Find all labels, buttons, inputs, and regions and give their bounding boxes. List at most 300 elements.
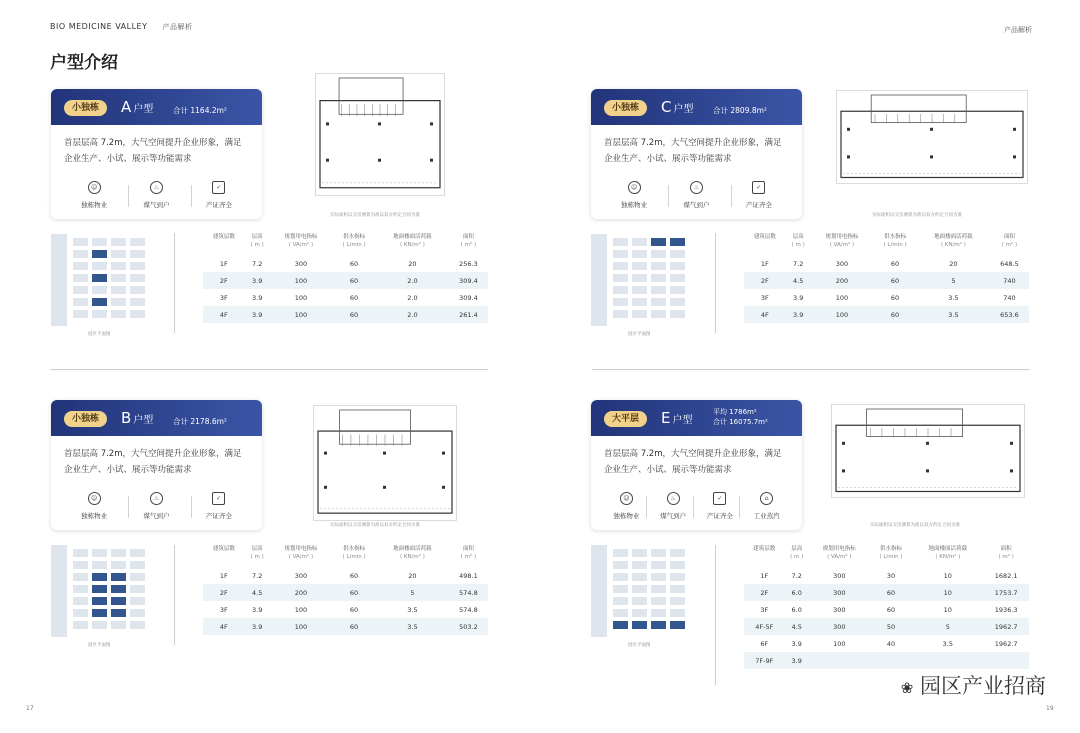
table-cell: 7.2: [786, 255, 811, 272]
column-header-unit: ( VA/m² ): [829, 242, 855, 248]
unit-letter: B: [121, 409, 132, 427]
column-header-name: 层高: [791, 546, 803, 552]
unit-type-title: [121, 98, 153, 116]
column-header-name: 供水指标: [343, 234, 366, 240]
table-cell: 574.8: [449, 601, 488, 618]
column-header-name: 面积: [1003, 234, 1015, 240]
floor-plan-a: [315, 73, 445, 196]
table-cell: 30: [870, 567, 913, 584]
column-header-name: 层高: [251, 234, 263, 240]
table-cell: 60: [873, 306, 917, 323]
feature-label: 煤气到户: [143, 512, 170, 520]
smile-icon: ☺: [88, 181, 101, 194]
table-cell: 100: [809, 635, 870, 652]
spec-table: [744, 545, 1029, 669]
card-header: [51, 400, 262, 436]
site-plan-caption: 园区平面图: [88, 643, 111, 648]
feature-item: [743, 492, 790, 520]
feature-list: [51, 175, 262, 209]
table-cell: 60: [332, 601, 376, 618]
card-header: [591, 400, 802, 436]
table-cell: 3.5: [376, 618, 449, 635]
table-cell: 3.9: [245, 601, 270, 618]
feature-item: [697, 492, 744, 520]
table-row: [203, 306, 488, 323]
table-row: [744, 255, 1029, 272]
table-cell: 60: [332, 255, 376, 272]
steam-icon: ⌂: [760, 492, 773, 505]
unit-tag-badge: 大平层: [604, 411, 647, 427]
floor-plan-drawing: [832, 405, 1024, 497]
spec-table-c: [744, 233, 1029, 323]
document-icon: ✓: [212, 492, 225, 505]
feature-list: [591, 175, 802, 209]
table-cell: 1962.7: [983, 635, 1029, 652]
table-cell: 100: [270, 289, 333, 306]
feature-item: [70, 492, 118, 520]
watermark: [901, 670, 1046, 700]
table-cell: 60: [332, 272, 376, 289]
table-cell: 7.2: [245, 567, 270, 584]
table-cell: 7.2: [785, 567, 809, 584]
column-header-unit: ( L/min ): [342, 242, 366, 248]
smile-icon: ☺: [620, 492, 633, 505]
table-cell: 100: [811, 289, 874, 306]
site-plan-map: [51, 234, 151, 326]
table-row: [203, 584, 488, 601]
table-cell: 100: [270, 601, 333, 618]
unit-tag-badge: 小独栋: [64, 411, 107, 427]
table-row: [744, 618, 1029, 635]
column-header: [786, 233, 811, 255]
table-cell: 3.9: [786, 289, 811, 306]
table-cell: 4F: [203, 618, 245, 635]
column-header-unit: ( m ): [790, 554, 804, 560]
table-cell: 4F: [744, 306, 786, 323]
spec-table: [203, 545, 488, 635]
table-cell: 60: [870, 601, 913, 618]
table-cell: 2.0: [376, 272, 449, 289]
table-cell: 3.5: [917, 289, 990, 306]
watermark-text: 园区产业招商: [920, 674, 1046, 698]
table-cell: 1F: [203, 255, 245, 272]
section-divider-right: [592, 369, 1030, 370]
spec-table-a: [203, 233, 488, 323]
header-brand-line: [50, 22, 193, 32]
unit-card-c: [591, 89, 802, 219]
table-cell: 20: [376, 255, 449, 272]
column-header-name: 建筑层数: [212, 546, 235, 552]
table-row: [744, 601, 1029, 618]
table-cell: 3.5: [917, 306, 990, 323]
column-header: [332, 545, 376, 567]
floor-plan-caption: 实际面积以交房测算为准以双方约定合同为准: [330, 213, 420, 218]
unit-type-title: [661, 409, 692, 427]
column-header-unit: ( L/min ): [342, 554, 366, 560]
column-header-name: 规划用电指标: [822, 546, 856, 552]
feature-item: [650, 492, 697, 520]
floor-plan-b: [313, 405, 457, 521]
site-plan-drawing: [591, 234, 691, 326]
table-cell: 100: [811, 306, 874, 323]
column-header-unit: ( VA/m² ): [288, 554, 314, 560]
table-cell: 648.5: [990, 255, 1029, 272]
table-row: [744, 635, 1029, 652]
table-cell: 2.0: [376, 306, 449, 323]
column-header: [449, 233, 488, 255]
table-cell: 261.4: [449, 306, 488, 323]
table-cell: 60: [332, 567, 376, 584]
table-cell: 100: [270, 618, 333, 635]
column-header: [870, 545, 913, 567]
table-cell: 740: [990, 289, 1029, 306]
feature-item: [672, 181, 720, 209]
table-cell: [809, 652, 870, 669]
site-plan-map: [591, 234, 691, 326]
column-header-name: 地面楼面活荷载: [393, 234, 432, 240]
site-plan-caption: 园区平面图: [628, 643, 651, 648]
spec-table-b: [203, 545, 488, 635]
unit-area-total: 合计 2178.6m²: [173, 417, 227, 426]
table-cell: 100: [270, 272, 333, 289]
floor-plan-caption: 实际面积以交房测算为准以双方约定合同为准: [872, 213, 962, 218]
table-row: [744, 584, 1029, 601]
column-header-name: 面积: [462, 546, 474, 552]
column-header-unit: ( KN/m² ): [935, 554, 961, 560]
table-cell: 300: [270, 567, 333, 584]
section-divider-left: [50, 369, 488, 370]
unit-letter: C: [661, 98, 672, 116]
spec-table: [203, 233, 488, 323]
site-plan-map: [51, 545, 151, 637]
floor-plan-drawing: [837, 91, 1027, 183]
unit-type-title: [661, 98, 693, 116]
column-header-unit: ( L/min ): [883, 242, 907, 248]
table-cell: 300: [809, 601, 870, 618]
unit-area: [713, 407, 768, 427]
table-cell: 1962.7: [983, 618, 1029, 635]
table-header-row: [744, 233, 1029, 255]
column-header: [376, 545, 449, 567]
feature-label: 煤气到户: [683, 201, 710, 209]
document-icon: ✓: [752, 181, 765, 194]
spec-table: [744, 233, 1029, 323]
table-row: [744, 652, 1029, 669]
table-header-row: [203, 545, 488, 567]
column-header: [270, 545, 333, 567]
column-header-name: 规划用电指标: [284, 234, 318, 240]
table-cell: 3.9: [245, 618, 270, 635]
table-cell: 60: [873, 272, 917, 289]
site-plan-drawing: [591, 545, 691, 637]
site-plan-map: [591, 545, 691, 637]
column-divider: [174, 233, 175, 333]
unit-area-average: 平均 1786m²: [713, 408, 757, 416]
column-header: [809, 545, 870, 567]
column-header: [744, 233, 786, 255]
page-number-left: 17: [26, 705, 34, 712]
column-header-unit: ( m ): [250, 554, 264, 560]
table-cell: 300: [809, 618, 870, 635]
table-cell: 498.1: [449, 567, 488, 584]
table-cell: 5: [912, 618, 983, 635]
brand-name: BIO MEDICINE VALLEY: [50, 22, 148, 31]
table-cell: 3.9: [785, 635, 809, 652]
feature-label: 独栋物业: [81, 512, 108, 520]
column-header-unit: ( VA/m² ): [288, 242, 314, 248]
table-cell: 2.0: [376, 289, 449, 306]
unit-type-title: [121, 409, 153, 427]
table-cell: 4.5: [785, 618, 809, 635]
column-header-name: 地面楼面活荷载: [393, 546, 432, 552]
column-header: [270, 233, 333, 255]
column-header-unit: ( KN/m² ): [399, 554, 425, 560]
unit-card-e: [591, 400, 802, 530]
column-header-name: 层高: [792, 234, 804, 240]
unit-description: 首层层高 7.2m，大气空间提升企业形象，满足企业生产、小试、展示等功能需求: [64, 138, 242, 164]
site-plan-drawing: [51, 545, 151, 637]
table-cell: 1753.7: [983, 584, 1029, 601]
table-row: [203, 618, 488, 635]
column-header-name: 供水指标: [884, 234, 907, 240]
site-plan-drawing: [51, 234, 151, 326]
table-cell: 60: [873, 255, 917, 272]
table-cell: 3F: [203, 289, 245, 306]
table-cell: 1F: [744, 567, 785, 584]
table-cell: 300: [809, 567, 870, 584]
feature-label: 独栋物业: [621, 201, 648, 209]
page-title: 户型介绍: [50, 53, 118, 73]
table-cell: 3.5: [376, 601, 449, 618]
flame-icon: ♨: [690, 181, 703, 194]
smile-icon: ☺: [88, 492, 101, 505]
table-cell: 309.4: [449, 289, 488, 306]
table-cell: 2F: [203, 584, 245, 601]
header-section-right: 产品解析: [1004, 26, 1032, 34]
column-header: [983, 545, 1029, 567]
unit-letter: A: [121, 98, 132, 116]
feature-label: 工业蒸汽: [753, 512, 780, 520]
column-header-name: 地面楼面活荷载: [934, 234, 973, 240]
table-cell: 2F: [744, 584, 785, 601]
table-cell: 3.9: [245, 272, 270, 289]
table-cell: [870, 652, 913, 669]
table-cell: 200: [811, 272, 874, 289]
table-cell: 300: [809, 584, 870, 601]
column-header-unit: ( KN/m² ): [940, 242, 966, 248]
column-header-name: 地面楼面活荷载: [928, 546, 968, 552]
column-header: [990, 233, 1029, 255]
column-header-unit: ( m² ): [998, 554, 1014, 560]
column-header: [376, 233, 449, 255]
feature-label: 产证齐全: [205, 201, 232, 209]
floor-plan-caption: 实际面积以交房测算为准以双方约定合同为准: [330, 523, 420, 528]
spec-table-e: [744, 545, 1029, 669]
column-header-name: 规划用电指标: [825, 234, 859, 240]
table-cell: 5: [376, 584, 449, 601]
table-cell: 4F: [203, 306, 245, 323]
column-header-name: 规划用电指标: [284, 546, 318, 552]
column-header-name: 供水指标: [879, 546, 902, 552]
table-cell: 256.3: [449, 255, 488, 272]
table-cell: 1F: [744, 255, 786, 272]
table-cell: 574.8: [449, 584, 488, 601]
column-header-name: 建筑层数: [212, 234, 235, 240]
table-cell: 10: [912, 584, 983, 601]
column-header-name: 层高: [251, 546, 263, 552]
table-cell: 3F: [203, 601, 245, 618]
column-header-unit: ( m² ): [1001, 242, 1018, 248]
floor-plan-drawing: [316, 74, 444, 195]
feature-item: [735, 181, 783, 209]
column-header-name: 供水指标: [343, 546, 366, 552]
unit-description: 首层层高 7.2m，大气空间提升企业形象，满足企业生产、小试、展示等功能需求: [604, 449, 782, 475]
table-cell: [983, 652, 1029, 669]
table-cell: 3.9: [785, 652, 809, 669]
table-row: [203, 255, 488, 272]
card-header: [51, 89, 262, 125]
table-row: [203, 289, 488, 306]
card-header: [591, 89, 802, 125]
column-header-name: 建筑层数: [753, 546, 776, 552]
table-cell: 20: [376, 567, 449, 584]
table-row: [203, 272, 488, 289]
feature-item: [603, 492, 650, 520]
feature-label: 煤气到户: [660, 512, 687, 520]
unit-description: 首层层高 7.2m，大气空间提升企业形象，满足企业生产、小试、展示等功能需求: [604, 138, 782, 164]
table-cell: 1682.1: [983, 567, 1029, 584]
column-header: [332, 233, 376, 255]
site-plan-caption: 园区平面图: [628, 332, 651, 337]
floor-plan-caption: 实际面积以交房测算为准以双方约定合同为准: [870, 523, 960, 528]
table-cell: 60: [332, 306, 376, 323]
table-cell: 3F: [744, 289, 786, 306]
floor-plan-e: [831, 404, 1025, 498]
column-divider: [715, 545, 716, 685]
unit-type-suffix: 户型: [673, 104, 694, 115]
table-cell: 3F: [744, 601, 785, 618]
floor-plan-drawing: [314, 406, 456, 520]
feature-item: [132, 181, 180, 209]
table-row: [203, 601, 488, 618]
column-header: [744, 545, 785, 567]
unit-area-total: 合计 2809.8m²: [713, 106, 767, 115]
column-header: [245, 233, 270, 255]
table-cell: 3.9: [245, 289, 270, 306]
unit-type-suffix: 户型: [672, 415, 693, 426]
unit-area-total: 合计 1164.2m²: [173, 106, 227, 115]
feature-label: 产证齐全: [706, 512, 733, 520]
table-cell: 740: [990, 272, 1029, 289]
column-header-unit: ( m ): [791, 242, 805, 248]
column-header-name: 面积: [1000, 546, 1012, 552]
column-divider: [174, 545, 175, 645]
feature-item: [70, 181, 118, 209]
site-plan-caption: 园区平面图: [88, 332, 111, 337]
feature-label: 独栋物业: [81, 201, 108, 209]
unit-card-a: [51, 89, 262, 219]
table-row: [744, 567, 1029, 584]
table-row: [744, 306, 1029, 323]
table-row: [203, 567, 488, 584]
unit-tag-badge: 小独栋: [604, 100, 647, 116]
column-header-name: 面积: [462, 234, 474, 240]
column-header-unit: ( m ): [250, 242, 264, 248]
column-header-unit: ( KN/m² ): [399, 242, 425, 248]
unit-description: 首层层高 7.2m，大气空间提升企业形象，满足企业生产、小试、展示等功能需求: [64, 449, 242, 475]
table-cell: 100: [270, 306, 333, 323]
table-cell: 7F-9F: [744, 652, 785, 669]
table-header-row: [203, 233, 488, 255]
table-cell: 60: [873, 289, 917, 306]
unit-letter: E: [661, 409, 671, 427]
table-cell: 6.0: [785, 584, 809, 601]
unit-type-suffix: 户型: [133, 104, 154, 115]
table-cell: 3.9: [245, 306, 270, 323]
table-cell: 40: [870, 635, 913, 652]
table-cell: 6F: [744, 635, 785, 652]
column-header: [203, 545, 245, 567]
table-cell: 200: [270, 584, 333, 601]
table-cell: 7.2: [245, 255, 270, 272]
column-header: [811, 233, 874, 255]
floor-plan-c: [836, 90, 1028, 184]
feature-item: [195, 492, 243, 520]
smile-icon: ☺: [628, 181, 641, 194]
table-cell: 3.9: [786, 306, 811, 323]
table-cell: 1F: [203, 567, 245, 584]
table-cell: 60: [332, 289, 376, 306]
table-cell: 653.6: [990, 306, 1029, 323]
table-cell: 4.5: [245, 584, 270, 601]
table-cell: 1936.3: [983, 601, 1029, 618]
feature-list: [51, 486, 262, 520]
table-cell: 4.5: [786, 272, 811, 289]
feature-list: [591, 486, 802, 520]
table-cell: 60: [332, 618, 376, 635]
column-header: [245, 545, 270, 567]
table-cell: 2F: [744, 272, 786, 289]
table-cell: 300: [270, 255, 333, 272]
unit-area-total: 合计 16075.7m²: [713, 418, 768, 426]
table-row: [744, 289, 1029, 306]
table-cell: 4F-5F: [744, 618, 785, 635]
unit-type-suffix: 户型: [133, 415, 154, 426]
flame-icon: ♨: [150, 492, 163, 505]
feature-label: 独栋物业: [613, 512, 640, 520]
feature-label: 煤气到户: [143, 201, 170, 209]
table-header-row: [744, 545, 1029, 567]
column-header-unit: ( L/min ): [879, 554, 903, 560]
wechat-icon: ❀: [900, 679, 914, 697]
table-row: [744, 272, 1029, 289]
column-divider: [715, 233, 716, 333]
column-header: [449, 545, 488, 567]
table-cell: [912, 652, 983, 669]
column-header: [912, 545, 983, 567]
table-cell: 6.0: [785, 601, 809, 618]
page-number-right: 19: [1046, 705, 1054, 712]
column-header: [873, 233, 917, 255]
column-header-unit: ( m² ): [460, 554, 477, 560]
column-header: [785, 545, 809, 567]
table-cell: 20: [917, 255, 990, 272]
unit-tag-badge: 小独栋: [64, 100, 107, 116]
table-cell: 50: [870, 618, 913, 635]
table-cell: 3.5: [912, 635, 983, 652]
feature-label: 产证齐全: [205, 512, 232, 520]
flame-icon: ♨: [150, 181, 163, 194]
